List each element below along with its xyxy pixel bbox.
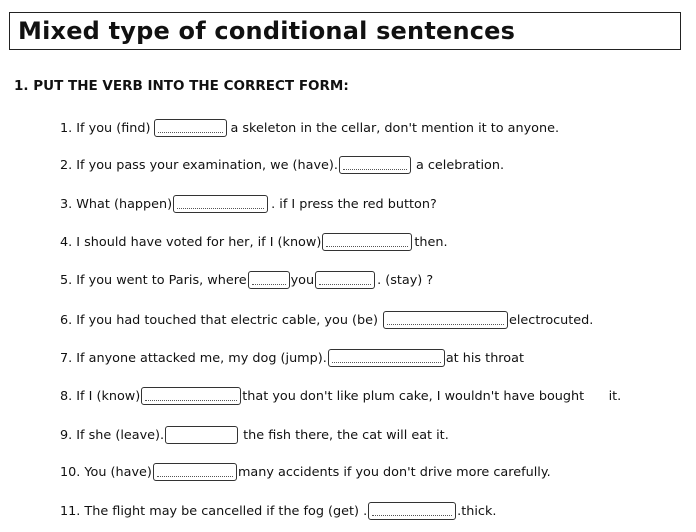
question-9 xyxy=(60,424,449,446)
question-10 xyxy=(60,461,551,483)
question-5 xyxy=(60,269,433,291)
answer-4-input[interactable] xyxy=(322,233,412,251)
question-1 xyxy=(60,117,559,139)
answer-7-input[interactable] xyxy=(328,349,445,367)
question-9-rest: the fish there, the cat will eat it. xyxy=(243,427,449,443)
question-4 xyxy=(60,231,448,253)
question-3-text: 3. What (happen) xyxy=(60,196,173,212)
question-5-mid: you xyxy=(290,272,315,288)
question-11 xyxy=(60,500,496,522)
question-8-text: 8. If I (know) xyxy=(60,388,141,404)
question-2-rest: a celebration. xyxy=(415,157,505,173)
answer-11-input[interactable] xyxy=(368,502,456,520)
answer-9-input[interactable] xyxy=(165,426,238,444)
question-1-rest: a skeleton in the cellar, don't mention it to anyone. xyxy=(230,120,560,136)
question-10-rest: many accidents if you don't drive more carefully. xyxy=(237,464,551,480)
instruction-heading: 1. PUT THE VERB INTO THE CORRECT FORM: xyxy=(14,78,349,94)
question-2 xyxy=(60,154,504,176)
question-6-text: 6. If you had touched that electric cable, you (be) xyxy=(60,312,378,328)
question-8 xyxy=(60,385,621,407)
question-4-rest: then. xyxy=(414,234,448,250)
answer-1-input[interactable] xyxy=(154,119,227,137)
question-6-rest: electrocuted. xyxy=(508,312,594,328)
title-box xyxy=(9,12,681,50)
question-5-rest: . (stay) ? xyxy=(377,272,434,288)
answer-3-input[interactable] xyxy=(173,195,268,213)
question-7-text: 7. If anyone attacked me, my dog (jump). xyxy=(60,350,327,366)
question-6 xyxy=(60,309,593,331)
answer-10-input[interactable] xyxy=(153,463,237,481)
question-11-rest: .thick. xyxy=(457,503,497,519)
worksheet-title: Mixed type of conditional sentences xyxy=(18,17,516,45)
question-8-rest: that you don't like plum cake, I wouldn't have bought it. xyxy=(242,388,622,404)
question-9-text: 9. If she (leave). xyxy=(60,427,165,443)
answer-8-input[interactable] xyxy=(141,387,241,405)
question-4-text: 4. I should have voted for her, if I (know) xyxy=(60,234,322,250)
answer-5a-input[interactable] xyxy=(248,271,290,289)
question-3-rest: . if I press the red button? xyxy=(271,196,437,212)
question-10-text: 10. You (have) xyxy=(60,464,152,480)
question-2-text: 2. If you pass your examination, we (have). xyxy=(60,157,338,173)
question-7 xyxy=(60,347,524,369)
question-3 xyxy=(60,193,437,215)
question-5-text: 5. If you went to Paris, where xyxy=(60,272,247,288)
answer-5b-input[interactable] xyxy=(315,271,375,289)
question-1-text: 1. If you (find) xyxy=(60,120,151,136)
answer-6-input[interactable] xyxy=(383,311,508,329)
answer-2-input[interactable] xyxy=(339,156,411,174)
question-7-rest: at his throat xyxy=(445,350,524,366)
question-11-text: 11. The flight may be cancelled if the fog (get) . xyxy=(60,503,368,519)
